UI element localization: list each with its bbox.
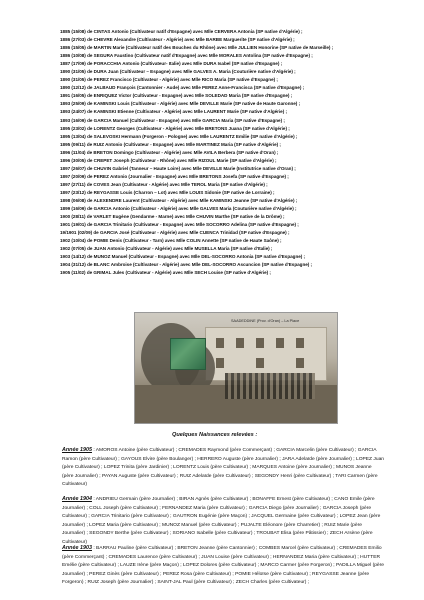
birth-text: : ANDRIEU Germain (père Journalier) ; BIRAN Agnès (père Cultivateur) ; BONAFFE Ernest (père Cultivateur) ; CANO Emile (père Journalier) ; COLL Joseph (père Cultivateur) ; FERNANDEZ Maria (père Cultivateur) ; GARCIA Diego (père Journalier) ; GARCIA Joseph (père Cultivateur) ; GARCIA Trinitario (père Cultivateur) ; GAUTRON Eugénie (père Maçon) ; JACQUEL Germaine (père Cultivateur) ; LOPEZ Jean (père Journalier) ; LOPEZ Maria (père Cultivateur) ; MUNOZ Manuel (père Cultivateur) ; PUJALTE Eléonore (père Charretier) ; RUIZ Marie (père Journalier) ; SEGONDY Berthe (père Cultivateur) ; SORIANO Isabelle (père Cultivateur) ; TROUBAT Elisa (père Pâtissier) ; ZECH Arsène (père Cultivateur) [62, 497, 381, 545]
marriage-details: Domingo (Cultivateur - Algérie) avec Mlle AVILA Berbera (SP native d'Oran) ; [112, 149, 279, 155]
birth-year: Année 1903 [62, 545, 92, 551]
marriage-line [60, 221, 390, 229]
marriage-date-groom: 1897 (20/09) de PEREZ [60, 173, 109, 179]
marriage-date-groom: 1900 (28/11) de VARLET [60, 214, 112, 220]
marriage-line [60, 52, 390, 60]
marriage-line [60, 261, 390, 269]
marriage-line [60, 44, 390, 52]
marriage-line [60, 269, 390, 277]
marriage-line [60, 173, 390, 181]
marriage-date-groom: 1895 (13/04) de SALEVOSKI [60, 133, 121, 139]
marriage-date-groom: 1885 (15/08) de CINTAS [60, 29, 111, 34]
marriage-date-groom: 1904 (31/12) de BLANC [60, 262, 110, 268]
marriage-date-groom: 1901 (19/01) de GARCIA [60, 222, 112, 228]
marriage-date-groom: 1887 (17/09) de PORACCHIA [60, 61, 122, 67]
marriage-date-groom: 1895 (23/02) de LORENTZ [60, 125, 116, 131]
marriage-date-groom: 1898 (06/08) de ALEXENDRE [60, 197, 122, 203]
marriage-line [60, 229, 390, 237]
marriage-line [60, 125, 390, 133]
marriage-line [60, 141, 390, 149]
marriage-details: José (Cultivateur - Algérie) avec Mlle CUENCA Trinidad (SP native d'Espagne) ; [117, 230, 290, 236]
marriage-date-groom: 1893 (25/09) de KAMINSKI [60, 101, 117, 107]
marriage-details: Georges (Cultivateur - Algérie) avec Mlle BRETONS Juana (SP native d'Algérie) ; [115, 125, 290, 131]
marriage-line [60, 92, 390, 100]
births-1904 [62, 495, 384, 548]
marriage-date-groom: 1897 (23/12) de REYGASSE [60, 189, 120, 195]
marriage-details: Eugène (Gendarme - Marne) avec Mlle CHUVIN Marthe (SP native de la Drôme) ; [111, 214, 285, 220]
marriage-details: Alexandre (Cultivateur - Algérie) avec Mlle BARBE Marguerite (SP native d'Algérie) ; [112, 37, 295, 43]
marriage-line [60, 189, 390, 197]
marriage-details: Faustino (Cultivateur natif d'Espagne) avec Mlle MORALES Antolina (SP native d'Espagne) ; [113, 53, 313, 59]
marriage-details: Manuel (Cultivateur - Espagne) avec Mlle DEL-SOCORRO Antonia (SP native d'Espagne) ; [110, 254, 306, 260]
marriage-line [60, 213, 390, 221]
marriage-details: Victor (Cultivateur - Espagne) avec Mlle SOLEDAD Maria (SP native d'Espagne) ; [117, 93, 293, 99]
marriage-details: Laurent (Cultivateur - Algérie) avec Mlle KAMINSKI Jeanne (SP native d'Algérie) ; [121, 197, 298, 203]
marriage-details: Ambroise (Cultivateur - Algérie) avec Mlle DEL-SOCORRO Ascuncion (SP native d'Espagne) ; [109, 262, 313, 268]
marriage-line [60, 108, 390, 116]
marriage-line [60, 197, 390, 205]
marriage-details: Francisco (Cultivateur - Algérie) avec Mlle RICO Maria (SP native d'Espagne) ; [108, 77, 278, 83]
marriage-line [60, 149, 390, 157]
birth-text: : AMOROS Antoine (père Cultivateur) ; CREMADES Raymond (père Commerçant) ; GARCIA Marcelin (père Cultivateur) ; GARCIA Ramon (père Cultivateur) ; GAYOUS Elvire (père Boulanger) ; HERRERO Auguste (père Journalier) ; JARA Adelaïde (père Journalier) ; LOPEZ Juan (père Cultivateur) ; LOPEZ Trinita (père Jardinier) ; LORENTZ Louis (père Cultivateur) ; MARQUES Antoine (père Journalier) ; MUNOS Jeanne (père Journalier) ; PAYAN Auguste (père Cultivateur) ; RUIZ Adelaïde (père Cultivateur) ; SEGONDY Henri (père Cultivateur) ; TARI Carmen (père Cultivateur) [62, 448, 385, 488]
marriage-line [60, 237, 390, 245]
marriage-line [60, 76, 390, 84]
marriage-details: Antonio (Cultivateur - Algérie) avec Mlle GALVES Maria (Couturière native d'Algérie) ; [111, 206, 297, 212]
postcard-inset [170, 338, 206, 370]
marriage-line [60, 245, 390, 253]
marriage-details: Gabriel (Tanneur – Haute Loire) avec Mlle DEVILLE Marie (Institutrice native d'Oran) ; [111, 165, 296, 171]
marriage-line [60, 36, 390, 44]
marriage-date-groom: 19/1901 (02/09) de GARCIA [60, 230, 118, 236]
marriage-details: Hermann (Forgeron - Pologne) avec Mlle LAURENTZ Emilie (SP native d'Algérie) ; [120, 133, 298, 139]
marriage-details: Etienne (Cultivateur - Algérie) avec Mlle LAURENT Marie (SP native d'Algérie) ; [116, 109, 287, 115]
births-1905 [62, 446, 384, 490]
marriage-details: Antonio (Journalier - Espagne) avec Mlle BRETONS Josefa (SP native d'Espagne) ; [108, 173, 289, 179]
photo-caption: SAADEDDINE (Prov. d'Oran) – La Place [231, 319, 300, 323]
marriage-date-groom: 1891 (16/05) de ENRIQUEZ [60, 93, 118, 99]
marriage-date-groom: 1890 (31/05) de DURA [60, 69, 107, 75]
marriage-details: Jean (Cultivateur - Algérie) avec Mlle TEROL Maria (SP native d'Algérie) ; [109, 181, 268, 187]
marriage-date-groom: 1890 (31/05) de PEREZ [60, 77, 109, 83]
marriage-details: Juan (Cultivateur – Espagne) avec Mlle GALVES A. Maria (Couturière native d'Algérie) ; [106, 69, 296, 75]
village-photo [134, 312, 338, 424]
marriage-date-groom: 1902 (10/04) de POMIE [60, 238, 109, 244]
marriage-date-groom: 1896 (30/05) de CREPET [60, 157, 113, 163]
marriage-details: Manuel (Cultivateur - Espagne) avec Mlle GARCIA Maria (SP native d'Espagne) ; [111, 117, 285, 123]
marriage-line [60, 165, 390, 173]
marriage-date-groom: 1899 (16/09) de GARCIA [60, 206, 112, 212]
marriage-date-groom: 1903 (14/12) de MUNOZ [60, 254, 111, 260]
marriage-details: Antonio (Cultivateur natif d'Espagne) avec Mlle CERVERA Antonia (SP native d'Algérie) ; [110, 29, 303, 34]
marriage-line [60, 181, 390, 189]
birth-text: : BARRAU Pauline (père Cultivateur) ; BRETON Jeanne (père Cantonnier) ; COMBES Marcel (père Cultivateur) ; CREMADES Emilio (père Commerçant) ; CREMADES Laurence (père Cultivateur) ; JUAN Louise (père Cultivateur) ; HERNANDEZ Maria (père Cultivateur) ; HUTTER Emélie (père Cultivateur) ; LAUZE Irène (père Maçon) ; LOPEZ Dolores (père Cultivateur) ; MARCO Carmer (père Forgeron) ; PADILLA Miguel (père Journalier) ; PEREZ Ginès (père Cultivateur) ; PEREZ Rosa (père Cultivateur) ; POMIE Héloïse (père Cultivateur) ; REYGASSE Jeanne (père Forgeron) ; RUIZ Joseph (père Journalier) ; SAINT-JAL Paul (père Cultivateur) ; ZECH Charles (père Cultivateur) ; [62, 546, 384, 586]
marriage-details: Antonio (Cultivateur - Espagne) avec Mlle MARTINEZ Maria (SP native d'Algérie) ; [104, 141, 281, 147]
marriage-details: Trinitario (Cultivateur - Espagne) avec Mlle SOCORRO Adelina (SP native d'Espagne) ; [111, 222, 299, 228]
marriage-details: François (Cantonnier - Aude) avec Mlle PEREZ Anne-Francisca (SP native d'Espagne) ; [115, 85, 305, 91]
marriage-details: Louis (Charron – Lot) avec Mlle LOUIS Sidonie (SP native de Lorraine) ; [119, 189, 275, 195]
marriage-date-groom: 1893 (16/09) de GARCIA [60, 117, 112, 123]
birth-year: Année 1904 [62, 496, 92, 502]
marriage-details: Jules (Cultivateur - Algérie) avec Mlle SECH Louise (SP native d'Algérie) ; [111, 270, 271, 276]
marriage-line [60, 68, 390, 76]
marriage-line [60, 28, 390, 36]
marriage-line [60, 253, 390, 261]
marriage-details: Marie (Cultivateur natif des Bouches du Rhône) avec Mlle JULLIEN Honorine (SP native de Marseille) ; [111, 45, 334, 51]
marriage-details: Antonio (Cultivateur - Algérie) avec Mlle MUSELLA Maria (SP native d'Italie) ; [106, 246, 273, 252]
marriage-date-groom: 1896 (11/04) de BRETON [60, 149, 113, 155]
marriage-date-groom: 1895 (09/11) de RUIZ [60, 141, 105, 147]
marriage-date-groom: 1890 (12/12) de JALBAUD [60, 85, 116, 91]
marriage-details: Joseph (Cultivateur - Rhône) avec Mlle RIZOUL Marie (SP native d'Algérie) ; [112, 157, 277, 163]
marriage-line [60, 84, 390, 92]
marriage-list [60, 28, 390, 277]
marriage-date-groom: 1886 (15/05) de MARTIN [60, 45, 112, 51]
marriage-date-groom: 1897 (26/07) de CHUVIN [60, 165, 112, 171]
births-title: Quelques Naissances relevées : [172, 432, 258, 438]
marriage-line [60, 133, 390, 141]
marriage-line [60, 205, 390, 213]
marriage-line [60, 157, 390, 165]
marriage-line [60, 117, 390, 125]
marriage-line [60, 100, 390, 108]
marriage-date-groom: 1905 (11/02) de GRIMAL [60, 270, 112, 276]
marriage-details: Denis (Cultivateur - Tarn) avec Mlle COLIN Annette (SP native de Haute Saône) ; [108, 238, 282, 244]
marriage-line [60, 60, 390, 68]
birth-year: Année 1905 [62, 447, 92, 453]
marriage-date-groom: 1897 (27/11) de COVES [60, 181, 110, 187]
marriage-date-groom: 1902 (07/05) de JUAN [60, 246, 107, 252]
marriage-date-groom: 1886 (27/03) de CHEVRE [60, 37, 113, 43]
marriage-date-groom: 1893 (24/07) de KAMINSKI [60, 109, 117, 115]
births-1903 [62, 544, 384, 588]
marriage-details: Louis (Cultivateur - Algérie) avec Mlle DEVILLE Marie (SP native de Haute Garonne) ; [116, 101, 301, 107]
marriage-details: Antonio (Cultivateur- Italie) avec Mlle DURA Isabel (SP native d'Espagne) ; [121, 61, 283, 67]
marriage-date-groom: 1886 (10/08) de SEGURA [60, 53, 114, 59]
